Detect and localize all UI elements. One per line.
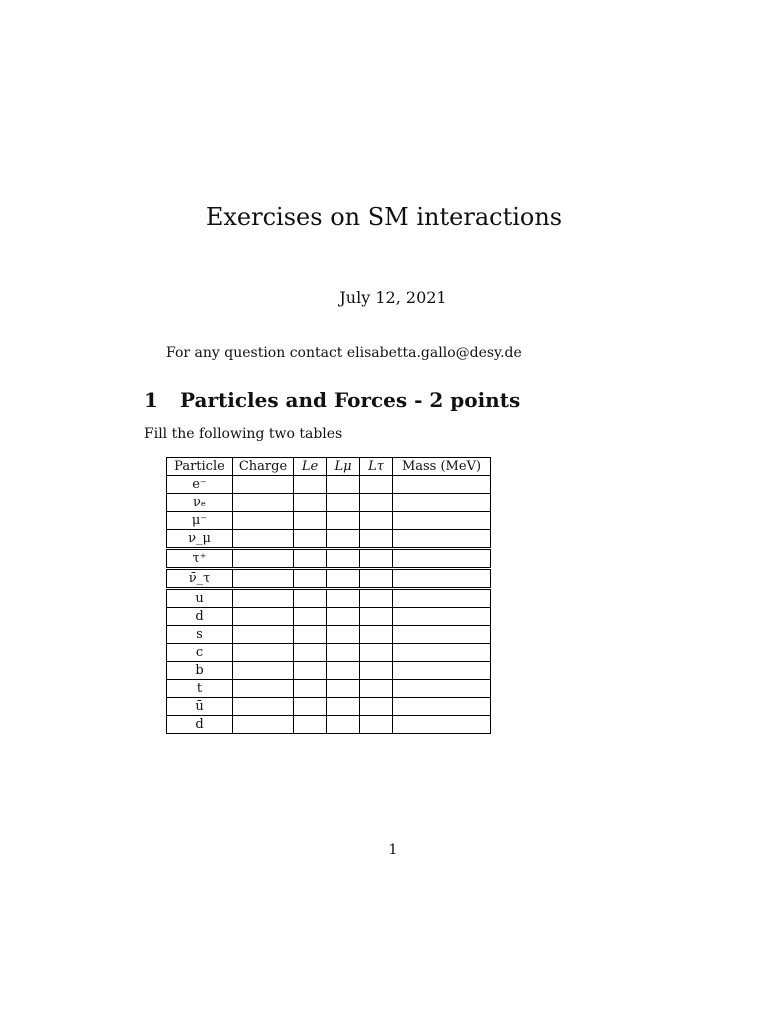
charge-cell[interactable] [233,644,294,662]
lmu-cell[interactable] [327,662,360,680]
charge-cell[interactable] [233,608,294,626]
le-cell[interactable] [294,549,327,569]
particle-cell: ν̄_τ [167,569,233,589]
table-row [167,644,491,662]
header-lmu: Lμ [327,458,360,476]
ltau-cell[interactable] [360,698,393,716]
particles-table-container [166,457,491,734]
ltau-cell[interactable] [360,549,393,569]
mass-cell[interactable] [393,476,491,494]
table-row [167,512,491,530]
charge-cell[interactable] [233,680,294,698]
header-mass: Mass (MeV) [393,458,491,476]
le-cell[interactable] [294,530,327,549]
ltau-cell[interactable] [360,680,393,698]
lmu-cell[interactable] [327,698,360,716]
le-cell[interactable] [294,716,327,734]
ltau-cell[interactable] [360,716,393,734]
le-cell[interactable] [294,698,327,716]
mass-cell[interactable] [393,530,491,549]
table-row [167,626,491,644]
ltau-cell[interactable] [360,494,393,512]
table-row [167,549,491,569]
ltau-cell[interactable] [360,569,393,589]
mass-cell[interactable] [393,494,491,512]
table-row [167,589,491,608]
section-title: Particles and Forces - 2 points [180,388,521,412]
document-date: July 12, 2021 [339,288,447,307]
header-le: Le [294,458,327,476]
le-cell[interactable] [294,644,327,662]
intro-text: Fill the following two tables [144,426,343,442]
mass-cell[interactable] [393,589,491,608]
mass-cell[interactable] [393,680,491,698]
particle-cell: ν_μ [167,530,233,549]
le-cell[interactable] [294,680,327,698]
mass-cell[interactable] [393,512,491,530]
le-cell[interactable] [294,662,327,680]
lmu-cell[interactable] [327,569,360,589]
ltau-cell[interactable] [360,626,393,644]
particle-cell: νₑ [167,494,233,512]
ltau-cell[interactable] [360,644,393,662]
section-heading [144,386,520,414]
le-cell[interactable] [294,512,327,530]
lmu-cell[interactable] [327,680,360,698]
lmu-cell[interactable] [327,626,360,644]
charge-cell[interactable] [233,494,294,512]
le-cell[interactable] [294,626,327,644]
lmu-cell[interactable] [327,530,360,549]
le-cell[interactable] [294,494,327,512]
particle-cell: d̄ [167,716,233,734]
mass-cell[interactable] [393,549,491,569]
particle-cell: t [167,680,233,698]
header-charge: Charge [233,458,294,476]
ltau-cell[interactable] [360,589,393,608]
particle-cell: s [167,626,233,644]
charge-cell[interactable] [233,549,294,569]
lmu-cell[interactable] [327,476,360,494]
particle-cell: b [167,662,233,680]
table-row [167,680,491,698]
le-cell[interactable] [294,589,327,608]
charge-cell[interactable] [233,716,294,734]
particle-cell: e⁻ [167,476,233,494]
particle-cell: c [167,644,233,662]
table-row [167,698,491,716]
lmu-cell[interactable] [327,608,360,626]
charge-cell[interactable] [233,589,294,608]
table-header-row [167,458,491,476]
lmu-cell[interactable] [327,716,360,734]
lmu-cell[interactable] [327,589,360,608]
table-row [167,569,491,589]
le-cell[interactable] [294,476,327,494]
table-row [167,662,491,680]
charge-cell[interactable] [233,476,294,494]
charge-cell[interactable] [233,512,294,530]
header-ltau: Lτ [360,458,393,476]
le-cell[interactable] [294,569,327,589]
charge-cell[interactable] [233,626,294,644]
particle-cell: u [167,589,233,608]
le-cell[interactable] [294,608,327,626]
ltau-cell[interactable] [360,662,393,680]
lmu-cell[interactable] [327,494,360,512]
contact-line: For any question contact elisabetta.gallo@desy.de [166,345,522,361]
lmu-cell[interactable] [327,549,360,569]
ltau-cell[interactable] [360,512,393,530]
ltau-cell[interactable] [360,476,393,494]
lmu-cell[interactable] [327,512,360,530]
mass-cell[interactable] [393,662,491,680]
ltau-cell[interactable] [360,530,393,549]
page-title: Exercises on SM interactions [205,203,563,231]
charge-cell[interactable] [233,569,294,589]
lmu-cell[interactable] [327,644,360,662]
header-particle: Particle [167,458,233,476]
mass-cell[interactable] [393,644,491,662]
page-number: 1 [388,842,398,858]
particle-cell: ū [167,698,233,716]
particle-cell: τ⁺ [167,549,233,569]
table-row [167,494,491,512]
charge-cell[interactable] [233,698,294,716]
charge-cell[interactable] [233,530,294,549]
particle-cell: μ⁻ [167,512,233,530]
mass-cell[interactable] [393,698,491,716]
mass-cell[interactable] [393,716,491,734]
table-row [167,530,491,549]
table-row [167,476,491,494]
table-row [167,716,491,734]
particle-cell: d [167,608,233,626]
particles-table [166,457,491,734]
table-row [167,608,491,626]
ltau-cell[interactable] [360,608,393,626]
mass-cell[interactable] [393,626,491,644]
section-number: 1 [144,388,158,412]
charge-cell[interactable] [233,662,294,680]
mass-cell[interactable] [393,569,491,589]
mass-cell[interactable] [393,608,491,626]
